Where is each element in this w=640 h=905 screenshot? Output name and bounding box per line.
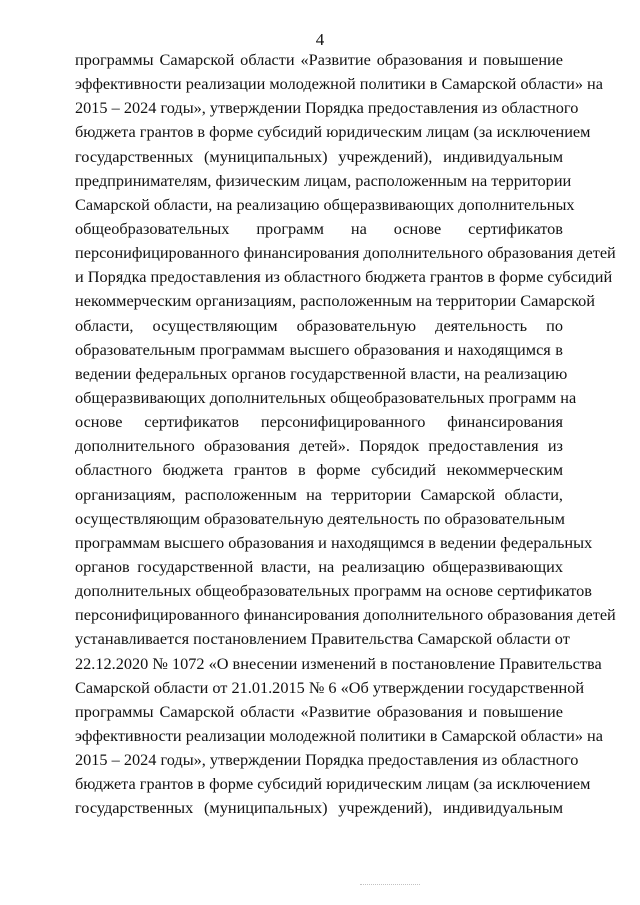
text-line: области, осуществляющим образовательную деятельность по	[75, 315, 563, 335]
text-line: эффективности реализации молодежной политики в Самарской области» на	[75, 725, 603, 745]
text-line: и Порядка предоставления из областного бюджета грантов в форме субсидий	[75, 267, 613, 287]
text-line: 22.12.2020 № 1072 «О внесении изменений в постановление Правительства	[75, 653, 602, 673]
text-line: областного бюджета грантов в форме субсидий некоммерческим	[75, 460, 563, 480]
text-line: 2015 – 2024 годы», утверждении Порядка предоставления из областного	[75, 98, 579, 118]
text-line: предпринимателям, физическим лицам, расположенным на территории	[75, 170, 572, 190]
text-line: общеобразовательных программ на основе сертификатов	[75, 218, 563, 238]
text-line: некоммерческим организациям, расположенным на территории Самарской	[75, 291, 596, 311]
text-line: Самарской области, на реализацию общеразвивающих дополнительных	[75, 194, 575, 214]
text-line: бюджета грантов в форме субсидий юридическим лицам (за исключением	[75, 774, 591, 794]
text-line: устанавливается постановлением Правительства Самарской области от	[75, 629, 570, 649]
text-line: образовательным программам высшего образования и находящимся в	[75, 339, 563, 359]
text-line: организациям, расположенным на территории Самарской области,	[75, 484, 563, 504]
text-line: 2015 – 2024 годы», утверждении Порядка предоставления из областного	[75, 750, 579, 770]
text-line: бюджета грантов в форме субсидий юридическим лицам (за исключением	[75, 122, 591, 142]
text-line: эффективности реализации молодежной политики в Самарской области» на	[75, 74, 603, 94]
text-line: программы Самарской области «Развитие образования и повышение	[75, 50, 563, 69]
text-line: осуществляющим образовательную деятельность по образовательным	[75, 508, 565, 528]
text-line: персонифицированного финансирования дополнительного образования детей	[75, 605, 616, 625]
page-number: 4	[315, 30, 325, 49]
text-line: дополнительных общеобразовательных программ на основе сертификатов	[75, 581, 592, 601]
text-line: ведении федеральных органов государственной власти, на реализацию	[75, 363, 568, 383]
text-line: дополнительного образования детей». Порядок предоставления из	[75, 436, 563, 456]
text-line: общеразвивающих дополнительных общеобразовательных программ на	[75, 387, 577, 407]
text-line: Самарской области от 21.01.2015 № 6 «Об утверждении государственной	[75, 677, 585, 697]
text-line: органов государственной власти, на реализацию общеразвивающих	[75, 556, 563, 576]
text-line: программы Самарской области «Развитие образования и повышение	[75, 701, 563, 721]
body-text	[75, 48, 616, 821]
text-line: государственных (муниципальных) учреждений), индивидуальным	[75, 798, 563, 818]
text-line: персонифицированного финансирования дополнительного образования детей	[75, 243, 616, 263]
text-line: основе сертификатов персонифицированного финансирования	[75, 412, 563, 432]
text-line: программам высшего образования и находящимся в ведении федеральных	[75, 532, 593, 552]
scan-artifact	[360, 884, 420, 893]
text-line: государственных (муниципальных) учреждений), индивидуальным	[75, 146, 563, 166]
